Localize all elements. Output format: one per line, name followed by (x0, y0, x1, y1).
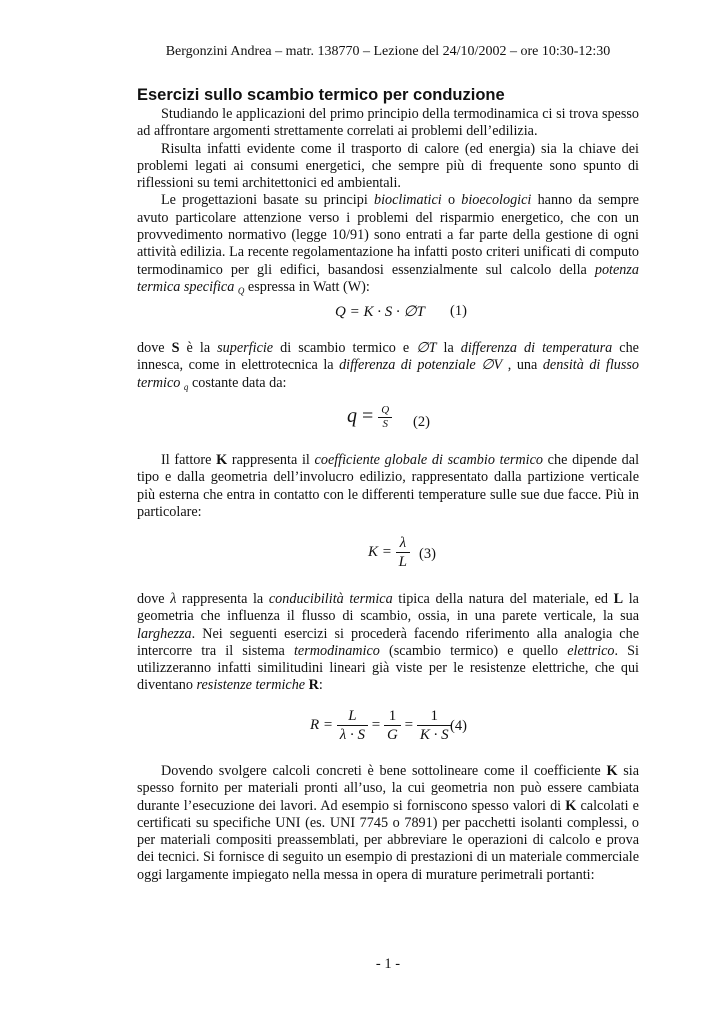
equation-2-denominator: S (382, 418, 388, 430)
equation-4-fraction-1 (337, 707, 368, 744)
equation-4-fraction-2 (384, 707, 401, 744)
paragraph-4-block (137, 340, 639, 396)
paragraph-6-block (137, 591, 639, 695)
intro-text (137, 106, 639, 300)
section-title: Esercizi sullo scambio termico per conduzione (137, 86, 505, 104)
equation-4-lhs: R = (310, 716, 334, 733)
paragraph-5: Il fattore K rappresenta il coefficiente globale di scambio termico che dipende dal tipo e dalla geometria dell’involucro edilizio, rappresentato dalla partizione verticale più esterna che entra in contatto con le differenti temperature sulle sue due facce. Più in particolare: (137, 452, 640, 520)
paragraph-3: Le progettazioni basate su principi bioclimatici o bioecologici hanno da sempre avuto particolare attenzione verso i problemi del risparmio energetico, che con un provvedimento normativo (legge 10/91) sono entrati a far parte della gestione di ogni attività edilizia. La recente regolamentazione ha infatti posto criteri unificati di computo termodinamico per gli edifici, basandosi essenzialmente sul calcolo della potenza termica specifica $_Q$ espressa in Watt (W): (137, 192, 639, 296)
equation-4-f3-numerator: 1 (417, 707, 452, 726)
equation-4-f2-denominator: G (387, 727, 398, 743)
equation-2-fraction (378, 404, 392, 431)
equation-4-equals-2: = (404, 716, 414, 733)
equation-3 (368, 534, 410, 571)
equation-3-number: (3) (419, 546, 436, 562)
equation-4-f1-denominator: λ · S (339, 727, 366, 743)
equation-1 (335, 302, 425, 321)
paragraph-5-block (137, 452, 639, 521)
equation-3-numerator: λ (396, 534, 410, 553)
page-header: Bergonzini Andrea – matr. 138770 – Lezione del 24/10/2002 – ore 10:30-12:30 (165, 44, 611, 59)
equation-4-f3-denominator: K · S (419, 727, 449, 743)
equation-2-lhs: q (347, 405, 357, 428)
equation-2-number: (2) (413, 414, 430, 430)
equation-1-number: (1) (450, 303, 467, 319)
equation-4-f2-numerator: 1 (384, 707, 401, 726)
equation-2 (347, 404, 392, 431)
paragraph-6: dove λ rappresenta la conducibilità termica tipica della natura del materiale, ed L la geometria che influenza il flusso di scambio, ossia, in una parete verticale, la sua larghezza. Nei seguenti esercizi si procederà facendo riferimento alla analogia che intercorre tra il sistema termodinamico (scambio termico) e quello elettrico. Si utilizzeranno infatti similitudini lineari già viste per le resistenze elettriche, che qui diventano resistenze termiche R: (137, 591, 639, 694)
equation-4-fraction-3 (417, 707, 452, 744)
equation-3-lhs: K = (368, 543, 392, 560)
paragraph-2: Risulta infatti evidente come il trasporto di calore (ed energia) sia la chiave dei problemi legati ai consumi energetici, che sempre più di frequente sono spunto di riflessioni su temi architettonici ed ambientali. (137, 140, 639, 192)
equation-4-number: (4) (450, 718, 467, 734)
paragraph-7-block (137, 763, 639, 884)
equation-4-f1-numerator: L (337, 707, 368, 726)
paragraph-4: dove S è la superficie di scambio termico e ∅T la differenza di temperatura che innesca, come in elettrotecnica la differenza di potenziale ∅V , una densità di flusso termico $_q$ costante data da: (137, 340, 639, 392)
equation-4 (310, 707, 452, 744)
page-number: - 1 - (375, 956, 401, 972)
equation-2-numerator: Q (378, 404, 392, 418)
equation-2-equals: = (362, 405, 374, 428)
equation-3-fraction (396, 534, 410, 571)
paragraph-1: Studiando le applicazioni del primo principio della termodinamica ci si trova spesso ad affrontare argomenti strettamente correlati ai problemi dell’edilizia. (137, 106, 639, 140)
equation-3-denominator: L (398, 554, 407, 570)
equation-1-body: Q = K · S · ∅T (335, 304, 425, 320)
paragraph-7: Dovendo svolgere calcoli concreti è bene sottolineare come il coefficiente K sia spesso fornito per materiali pronti all’uso, la cui geometria non può essere cambiata durante l’esecuzione dei lavori. Ad esempio si forniscono spesso valori di K calcolati e certificati su specifiche UNI (es. UNI 7745 o 7891) per pacchetti isolanti complessi, o per materiali compositi preassemblati, per abbreviare le operazioni di calcolo e prova dei tecnici. Si fornisce di seguito un esempio di prestazioni di un materiale commerciale oggi largamente impiegato nella messa in opera di murature perimetrali portanti: (137, 763, 639, 883)
equation-4-equals-1: = (371, 716, 381, 733)
